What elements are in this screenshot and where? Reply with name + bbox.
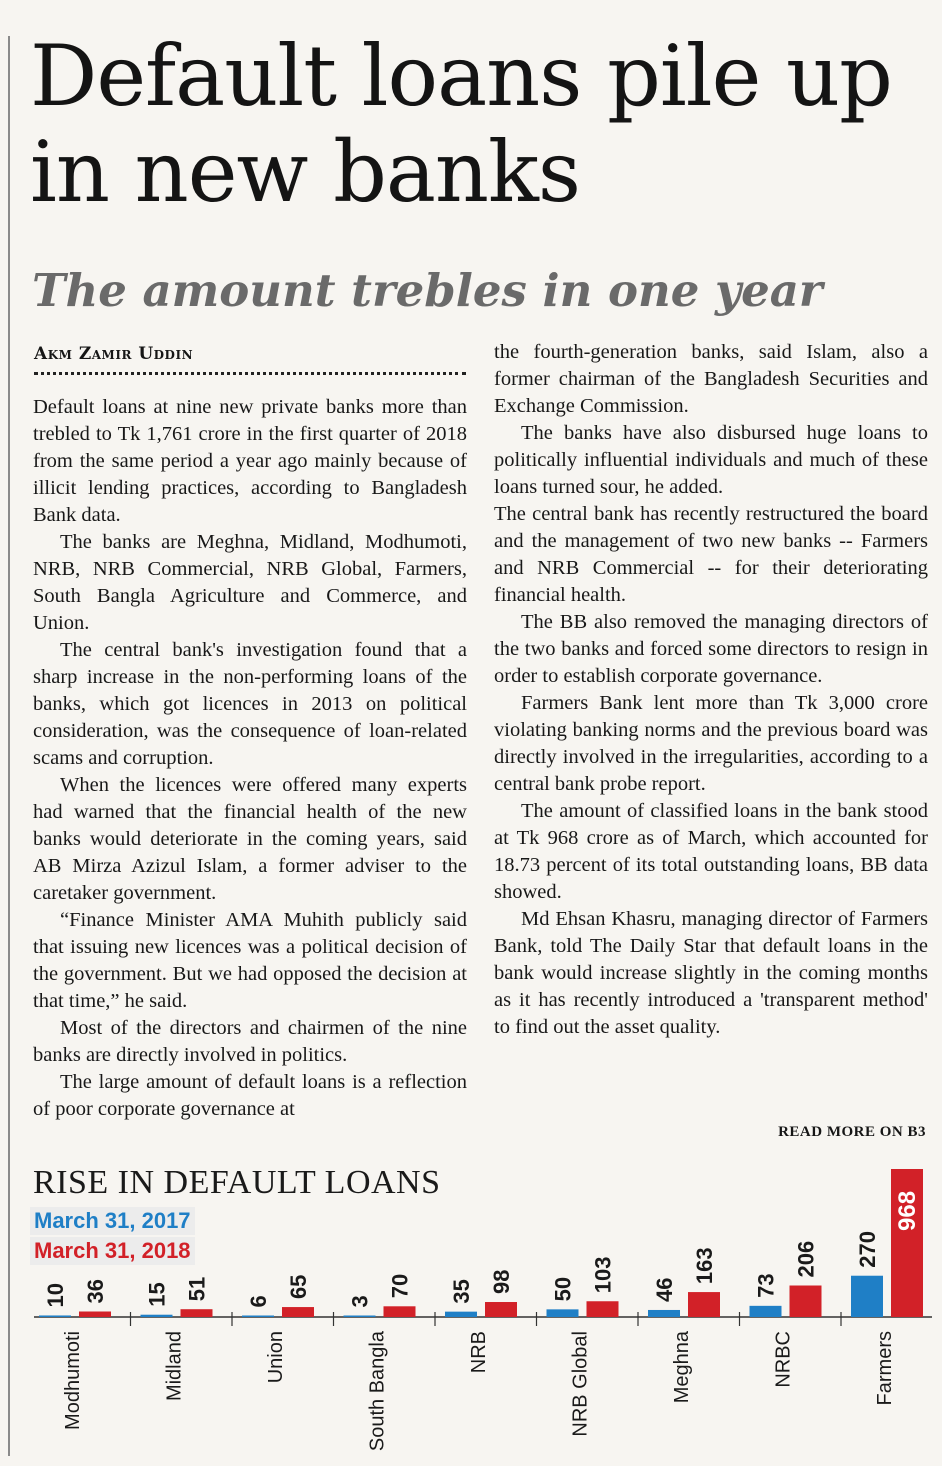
paragraph: The banks have also disbursed huge loans to politically influential individuals and much of these loans turned sour, he added. bbox=[494, 422, 928, 498]
data-label: 10 bbox=[43, 1282, 68, 1308]
paragraph: The central bank's investigation found that a sharp increase in the non-performing loans of the banks, which got licences in 2013 on political consideration, was the consequence of loan-related scams and corruption. bbox=[33, 639, 467, 769]
headline: Default loans pile up in new banks bbox=[30, 27, 892, 221]
category-label: Farmers bbox=[874, 1331, 896, 1406]
data-label: 98 bbox=[489, 1269, 514, 1295]
data-label: 3 bbox=[347, 1295, 373, 1308]
category-label: Union bbox=[265, 1331, 287, 1384]
category-label: Meghna bbox=[671, 1331, 693, 1404]
category-label: NRB Global bbox=[569, 1331, 592, 1437]
data-label: 51 bbox=[184, 1276, 210, 1302]
bar-2018 bbox=[587, 1301, 619, 1317]
paragraph: The banks are Meghna, Midland, Modhumoti, NRB, NRB Commercial, NRB Global, Farmers, South Bangla Agriculture and Commerce, and Union. bbox=[33, 531, 467, 634]
category-label: Midland bbox=[163, 1331, 186, 1402]
paragraph: the fourth-generation banks, said Islam, also a former chairman of the Bangladesh Securities and Exchange Commission. bbox=[494, 341, 928, 417]
paragraph: Default loans at nine new private banks more than trebled to Tk 1,761 crore in the first quarter of 2018 from the same period a year ago mainly because of illicit lending practices, according to Bangladesh Bank data. bbox=[33, 396, 467, 526]
read-more-link[interactable]: READ MORE ON B3 bbox=[778, 1124, 926, 1140]
bar-2017 bbox=[750, 1306, 782, 1317]
data-label: 163 bbox=[692, 1247, 717, 1285]
data-label: 70 bbox=[387, 1273, 413, 1299]
data-label: 206 bbox=[793, 1240, 819, 1278]
paragraph: The central bank has recently restructured the board and the management of two new banks -- Farmers and NRB Commercial -- for their deteriorating financial health. bbox=[494, 503, 928, 606]
bar-2017 bbox=[648, 1310, 680, 1317]
paragraph: “Finance Minister AMA Muhith publicly said that issuing new licences was a political decision of the government. But we had opposed the decision at that time,” he said. bbox=[33, 909, 467, 1012]
bar-2018 bbox=[181, 1309, 213, 1317]
data-label: 270 bbox=[855, 1231, 880, 1268]
bar-2017 bbox=[547, 1309, 579, 1317]
bar-2018 bbox=[282, 1307, 314, 1317]
bar-2017 bbox=[445, 1312, 477, 1317]
data-label: 968 bbox=[894, 1190, 921, 1231]
data-label: 6 bbox=[246, 1295, 271, 1308]
legend-2018: March 31, 2018 bbox=[30, 1237, 195, 1265]
bar-2018 bbox=[79, 1311, 111, 1317]
bar-2017 bbox=[141, 1315, 173, 1317]
bar-2017 bbox=[242, 1316, 274, 1318]
chart-title: RISE IN DEFAULT LOANS bbox=[33, 1164, 441, 1201]
paragraph: Farmers Bank lent more than Tk 3,000 crore violating banking norms and the previous board was directly involved in the irregularities, according to a central bank probe report. bbox=[494, 692, 928, 795]
legend-2017: March 31, 2017 bbox=[30, 1207, 195, 1235]
bar-2018 bbox=[384, 1306, 416, 1317]
subheadline: The amount trebles in one year bbox=[32, 264, 823, 317]
data-label: 15 bbox=[144, 1282, 170, 1307]
paragraph: The amount of classified loans in the bank stood at Tk 968 crore as of March, which accounted for 18.73 percent of its total outstanding loans, BB data showed. bbox=[494, 800, 928, 903]
data-label: 35 bbox=[449, 1279, 474, 1304]
paragraph: Md Ehsan Khasru, managing director of Farmers Bank, told The Daily Star that default loans in the bank would increase slightly in the coming months as it has recently introduced a 'transparent method' to find out the asset quality. bbox=[494, 908, 928, 1038]
paragraph: The BB also removed the managing directors of the two banks and forced some directors to resign in order to establish corporate governance. bbox=[494, 611, 928, 687]
category-label: South Bangla bbox=[366, 1331, 389, 1452]
category-label: NRB bbox=[468, 1331, 490, 1374]
bar-2017 bbox=[851, 1276, 883, 1317]
data-label: 65 bbox=[286, 1274, 311, 1300]
data-label: 73 bbox=[753, 1273, 779, 1298]
paragraph: When the licences were offered many experts had warned that the financial health of the new banks would deteriorate in the coming years, said AB Mirza Azizul Islam, a former adviser to the caretaker government. bbox=[33, 774, 467, 904]
data-label: 36 bbox=[83, 1279, 108, 1304]
bar-2017 bbox=[39, 1315, 71, 1317]
paragraph: Most of the directors and chairmen of the nine banks are directly involved in politics. bbox=[33, 1017, 467, 1066]
data-label: 50 bbox=[550, 1276, 576, 1302]
category-label: NRBC bbox=[772, 1331, 795, 1388]
byline: Akm Zamir Uddin bbox=[34, 344, 194, 364]
paragraph: The large amount of default loans is a reflection of poor corporate governance at bbox=[33, 1071, 467, 1120]
bar-2017 bbox=[344, 1316, 376, 1318]
bar-2018 bbox=[790, 1286, 822, 1317]
bar-2018 bbox=[485, 1302, 517, 1317]
data-label: 46 bbox=[652, 1277, 677, 1302]
data-label: 103 bbox=[590, 1256, 616, 1294]
bar-2018 bbox=[688, 1292, 720, 1317]
category-label: Modhumoti bbox=[62, 1331, 84, 1430]
